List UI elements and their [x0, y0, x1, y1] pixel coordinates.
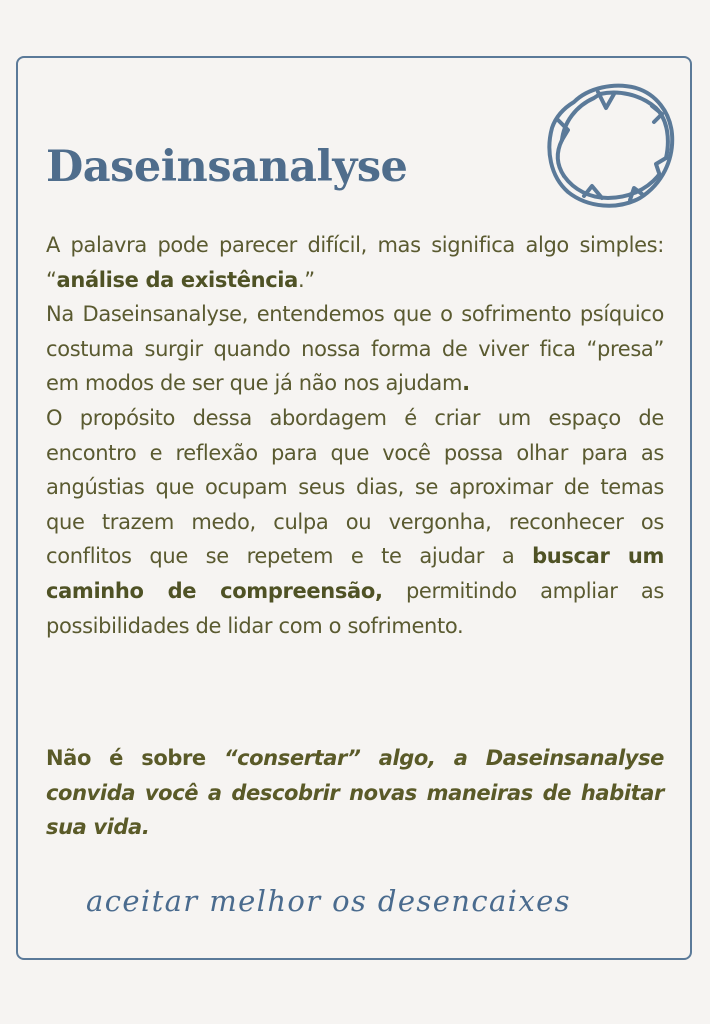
- paragraph-meaning: [46, 228, 664, 297]
- paragraph-meaning-highlight: análise da existência: [56, 267, 298, 292]
- page-title: Daseinsanalyse: [46, 142, 408, 192]
- paragraph-meaning-end: .”: [297, 267, 315, 292]
- closing-statement-start: Não é sobre: [46, 746, 224, 770]
- closing-statement-italic: “consertar” algo, a Daseinsanalyse convida você a descobrir novas maneiras de habitar sua vida.: [46, 746, 665, 839]
- paragraph-purpose-end: permitindo ampliar as possibilidades de lidar com o sofrimento.: [46, 578, 665, 638]
- closing-statement: [46, 741, 664, 845]
- paragraph-suffering-text: Na Daseinsanalyse, entendemos que o sofrimento psíquico costuma surgir quando nossa forma de viver fica “presa” em modos de ser que já não nos ajudam: [46, 302, 664, 396]
- body-text: [46, 228, 664, 643]
- paragraph-meaning-text: A palavra pode parecer difícil, mas significa algo simples: “: [46, 233, 664, 292]
- paragraph-purpose-text: O propósito dessa abordagem é criar um espaço de encontro e reflexão para que você possa olhar para as angústias que ocupam seus dias, se aproximar de temas que trazem medo, culpa ou vergonha, reconhecer os conflitos que se repetem e te ajudar a: [46, 405, 664, 569]
- broken-circle-icon: [544, 80, 678, 210]
- paragraph-suffering-period: .: [462, 371, 470, 396]
- handwritten-tagline: aceitar melhor os desencaixes: [86, 884, 571, 918]
- paragraph-purpose: [46, 401, 664, 643]
- paragraph-purpose-highlight: buscar um caminho de compreensão,: [46, 544, 665, 603]
- paragraph-suffering: [46, 297, 664, 401]
